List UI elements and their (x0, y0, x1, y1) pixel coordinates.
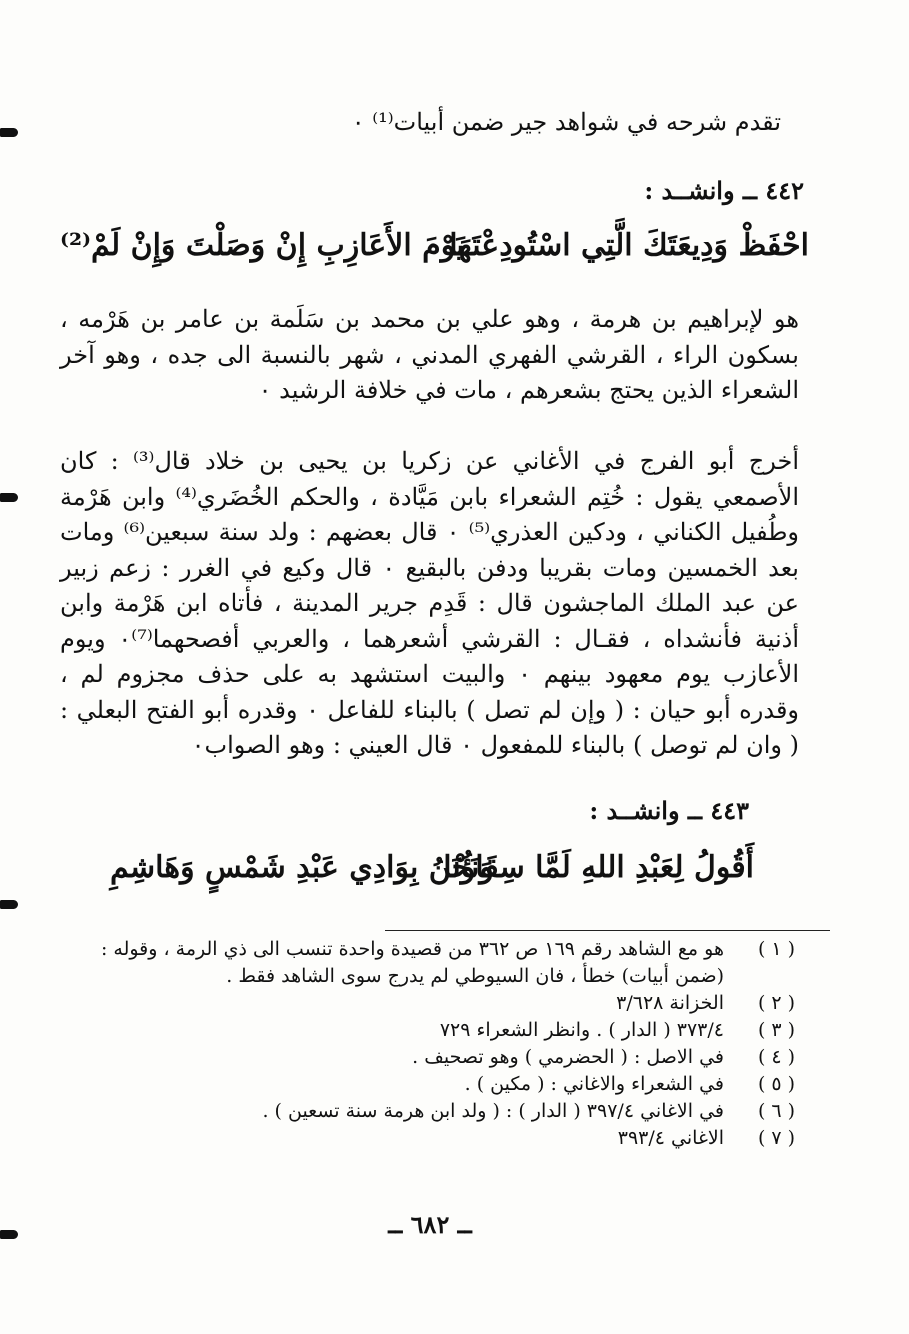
biography-paragraph (60, 302, 799, 409)
page-number: ــ ٦٨٢ ــ (388, 1210, 472, 1239)
footnote-text: في الاصل : ( الحضرمي ) وهو تصحيف . (412, 1046, 724, 1068)
footnote-number: ( ٧ ) (757, 1127, 796, 1149)
paragraph-text: أخرج أبو الفرج في الأغاني عن زكريا بن يحيى بن خلاد قال⁽³⁾ : كان الأصمعي يقول : خُتِم الشعراء بابن مَيَّادة ، والحكم الخُضَري⁽⁴⁾ وابن هَرْمة وطُفيل الكناني ، ودكين العذري⁽⁵⁾ ٠ قال بعضهم : ولد سنة سبعين⁽⁶⁾ ومات بعد الخمسين ومات بقريبا ودفن بالبقيع ٠ قال وكيع في الغرر : زعم زبير عن عبد الملك الماجشون قال : قَدِم جرير المدينة ، فأتاه ابن هَرْمة وابن أذنية فأنشداه ، فقـال : القرشي أشعرهما ، والعربي أفصحهما⁽⁷⁾٠ ويوم الأعازب يوم معهود بينهم ٠ والبيت استشهد به على حذف مجزوم لم ، وقدره أبو حيان : ( وإن لم تصل ) بالبناء للفاعل ٠ وقدره أبو الفتح البعلي : ( وان لم توصل ) بالبناء للمفعول ٠ قال العيني : وهو الصواب٠ (60, 447, 800, 759)
footnote-item (70, 1071, 796, 1098)
footnote-number: ( ٤ ) (757, 1046, 796, 1068)
paragraph-text: هو لإبراهيم بن هرمة ، وهو علي بن محمد بن سَلَمة بن عامر بن هَرْمه ، بسكون الراء ، القرشي الفهري المدني ، شهر بالنسبة الى جده ، وهو آخر الشعراء الذين يحتج بشعرهم ، مات في خلافة الرشيد ٠ (60, 305, 799, 404)
verse-hemistich-second: وَنَحْنُ بِوَادِي عَبْدِ شَمْسٍ وَهَاشِمِ (110, 850, 494, 885)
shahid-442-verse (60, 228, 809, 278)
verse-hemistich-first: أَقُولُ لِعَبْدِ اللهِ لَمَّا سِقَاؤُنَا (443, 850, 754, 885)
footnote-item (70, 1017, 796, 1044)
footnote-text: الاغاني ٣٩٣/٤ (617, 1127, 724, 1149)
verse-hemistich-first: احْفَظْ وَدِيعَتَكَ الَّتِي اسْتُودِعْتَهَا (449, 228, 809, 263)
footnote-number: ( ٢ ) (757, 992, 796, 1014)
footnote-item (70, 1098, 796, 1125)
footnote-text: هو مع الشاهد رقم ١٦٩ ص ٣٦٢ من قصيدة واحدة تنسب الى ذي الرمة ، وقوله : (ضمن أبيات) خطأ ، فان السيوطي لم يدرج سوى الشاهد فقط . (100, 938, 724, 987)
footnote-number: ( ٣ ) (757, 1019, 796, 1041)
footnote-number: ( ٥ ) (757, 1073, 796, 1095)
footnote-item (70, 1125, 796, 1152)
footnote-text: الخزانة ٣/٦٢٨ (616, 992, 724, 1014)
shahid-442-heading: ٤٤٢ ــ وانشــد : (644, 176, 804, 205)
binding-mark (0, 128, 18, 137)
binding-mark (0, 900, 18, 909)
footnote-separator (385, 930, 830, 931)
footnote-text: ٣٧٣/٤ ( الدار ) . وانظر الشعراء ٧٢٩ (439, 1019, 724, 1041)
intro-line: تقدم شرحه في شواهد جير ضمن أبيات⁽¹⁾ ٠ (351, 108, 781, 136)
shahid-443-verse (110, 850, 754, 900)
footnote-number: ( ١ ) (757, 938, 796, 960)
footnotes (70, 936, 796, 1152)
footnote-item (70, 1044, 796, 1071)
footnote-item (70, 936, 796, 990)
verse-hemistich-second: يَوْمَ الأَعَازِبِ إِنْ وَصَلْتَ وَإِنْ لَمْ⁽²⁾ (60, 228, 465, 263)
shahid-443-heading: ٤٤٣ ــ وانشــد : (589, 796, 749, 825)
footnote-text: في الشعراء والاغاني : ( مكين ) . (464, 1073, 724, 1095)
footnote-item (70, 990, 796, 1017)
binding-mark (0, 493, 18, 502)
narration-paragraph (60, 444, 799, 764)
footnote-number: ( ٦ ) (757, 1100, 796, 1122)
footnote-text: في الاغاني ٣٩٧/٤ ( الدار ) : ( ولد ابن هرمة سنة تسعين ) . (262, 1100, 724, 1122)
